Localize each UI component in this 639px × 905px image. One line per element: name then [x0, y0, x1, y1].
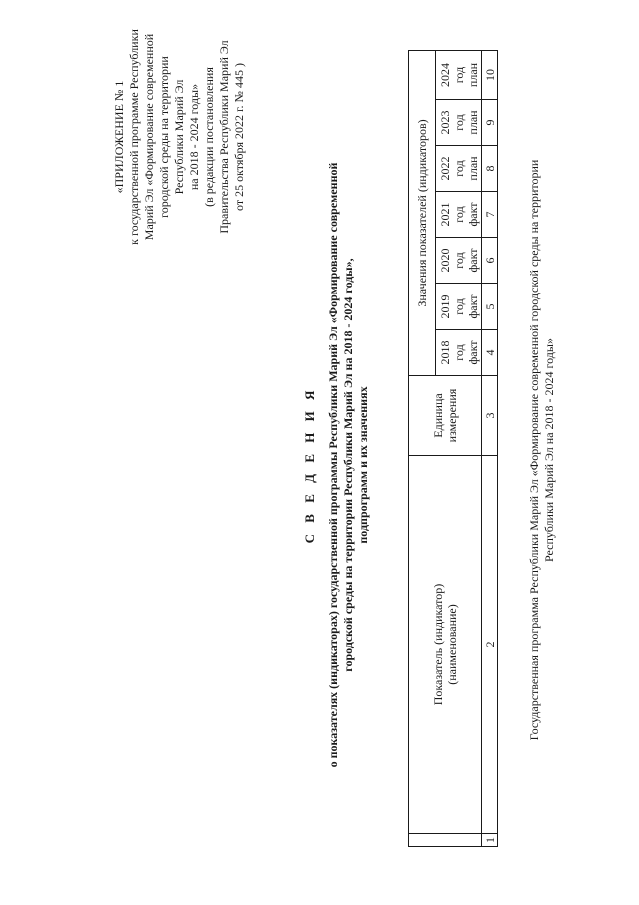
column-number: 5: [482, 284, 498, 330]
column-number: 8: [482, 146, 498, 192]
header-values: Значения показателей (индикаторов): [409, 50, 436, 375]
column-number: 9: [482, 100, 498, 146]
year-header: 2021 год факт: [436, 192, 482, 238]
year-header: 2023 год план: [436, 100, 482, 146]
header-indicator: Показатель (индикатор) (наименование): [409, 456, 482, 834]
program-line: Республики Марий Эл на 2018 - 2024 годы»: [542, 338, 556, 562]
year-header: 2020 год факт: [436, 238, 482, 284]
appendix-line: Марий Эл «Формирование современной: [142, 33, 156, 241]
appendix-line: Республики Марий Эл: [172, 79, 186, 195]
appendix-line: к государственной программе Республики: [127, 29, 141, 245]
year-header: 2019 год факт: [436, 284, 482, 330]
column-number: 7: [482, 192, 498, 238]
column-number: 6: [482, 238, 498, 284]
column-number: 2: [482, 456, 498, 834]
appendix-line: городской среды на территории: [157, 56, 171, 218]
column-number-row: [482, 50, 498, 846]
column-number: 1: [482, 834, 498, 847]
column-number: 10: [482, 50, 498, 99]
appendix-line: на 2018 - 2024 годы»: [187, 83, 201, 191]
document-title: [302, 85, 371, 845]
header-number-cell: [409, 834, 482, 847]
appendix-line: Правительства Республики Марий Эл: [217, 40, 231, 234]
year-header: 2024 год план: [436, 50, 482, 99]
appendix-header: [112, 17, 247, 257]
column-number: 4: [482, 330, 498, 376]
title-line: городской среды на территории Республики Марий Эл на 2018 - 2024 годы»,: [341, 258, 355, 672]
title-line: подпрограмм и их значениях: [356, 386, 370, 544]
appendix-line: «ПРИЛОЖЕНИЕ № 1: [112, 80, 126, 194]
title-line: о показателях (индикаторах) государственной программы Республики Марий Эл «Формирование современной: [326, 162, 340, 768]
indicators-table: [408, 50, 498, 847]
column-number: 3: [482, 376, 498, 456]
program-name: [527, 105, 557, 795]
appendix-line: от 25 октября 2022 г. № 445 ): [232, 63, 246, 212]
year-header: 2018 год факт: [436, 330, 482, 376]
title-main: С В Е Д Е Н И Я: [302, 386, 317, 544]
header-unit: Единица измерения: [409, 376, 482, 456]
program-line: Государственная программа Республики Марий Эл «Формирование современной городской среды на территории: [527, 159, 541, 741]
appendix-line: (в редакции постановления: [202, 67, 216, 207]
year-header: 2022 год план: [436, 146, 482, 192]
